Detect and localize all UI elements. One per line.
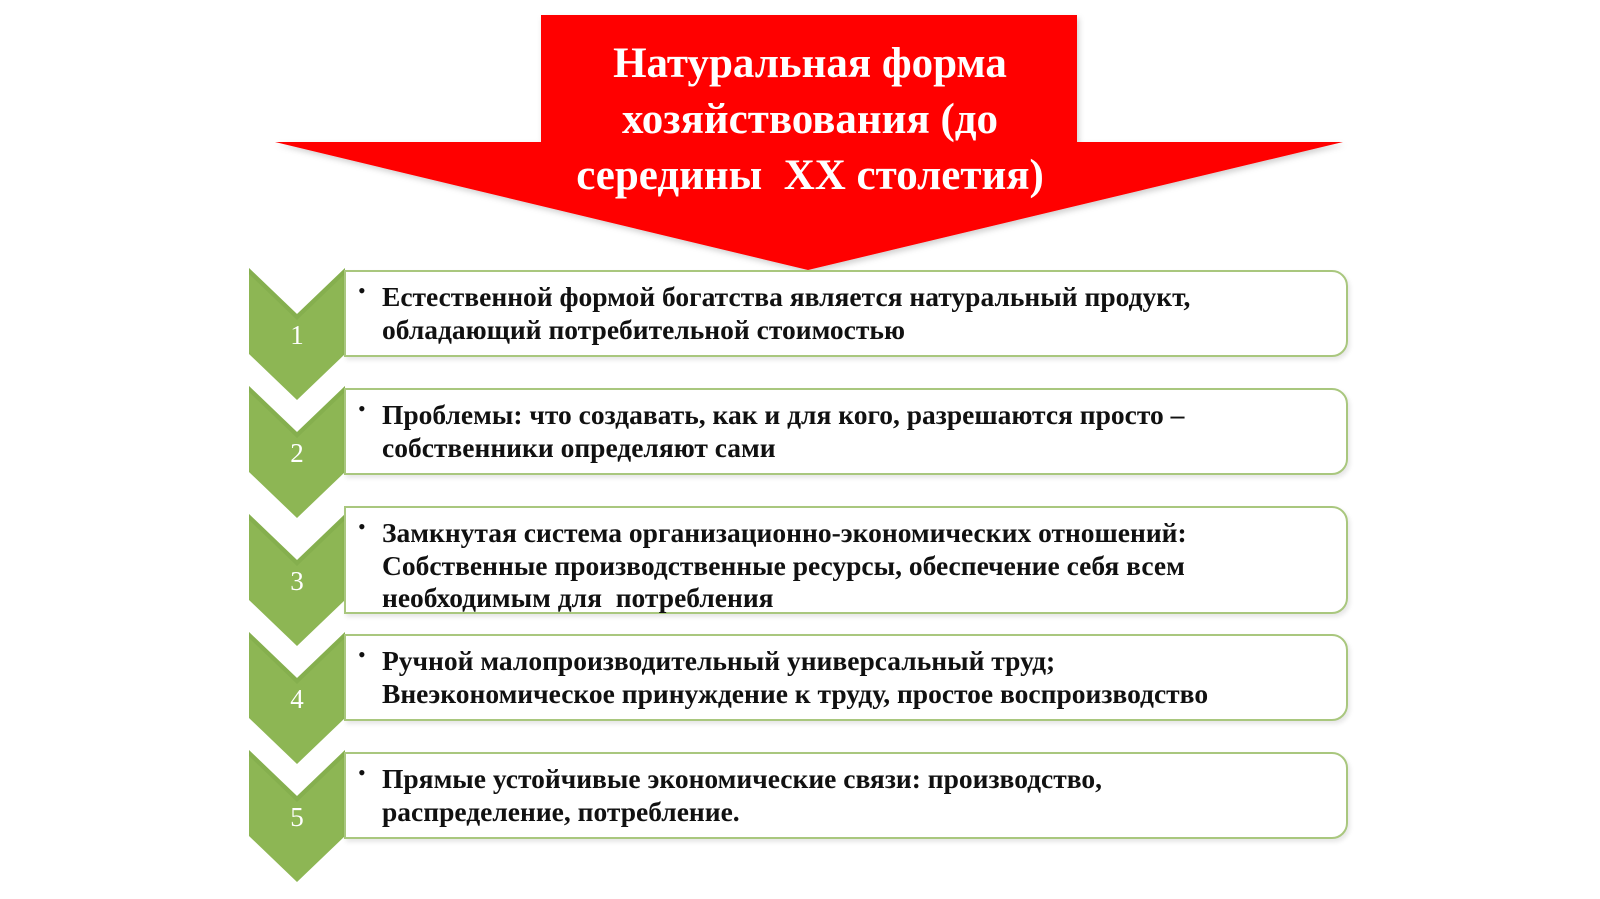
step-number: 2 [290, 438, 304, 468]
step-text-line: собственники определяют сами [382, 431, 776, 463]
step-text-line: Естественной формой богатства является натуральный продукт, [382, 281, 1191, 312]
step-text-line: Собственные производственные ресурсы, обеспечение себя всем [382, 549, 1185, 581]
step-text-line: необходимым для потребления [382, 582, 774, 613]
bullet-icon: • [358, 278, 366, 303]
step-text [382, 281, 1342, 346]
step-text-line: Замкнутая система организационно-экономических отношений: [382, 517, 1187, 548]
step-text-line: Прямые устойчивые экономические связи: производство, [382, 763, 1103, 794]
bullet-icon: • [358, 396, 366, 421]
step-text [382, 399, 1342, 464]
step-text [382, 517, 1342, 615]
step-text-line: Ручной малопроизводительный универсальный труд; [382, 645, 1056, 676]
step-box [344, 388, 1348, 475]
step-text-line: обладающий потребительной стоимостью [382, 313, 905, 345]
bullet-icon: • [358, 760, 366, 785]
step-number: 1 [290, 320, 304, 350]
page-title-line: хозяйствования (до [621, 96, 999, 143]
step-text-line: Проблемы: что создавать, как и для кого, разрешаются просто – [382, 399, 1185, 430]
step-text-line: Внеэкономическое принуждение к труду, простое воспроизводство [382, 677, 1209, 709]
step-box [344, 752, 1348, 839]
step-box [344, 506, 1348, 614]
page-title-line: середины XX столетия) [576, 152, 1044, 199]
step-number: 5 [290, 802, 304, 832]
step-text [382, 645, 1342, 710]
step-box [344, 634, 1348, 721]
step-number: 3 [290, 566, 304, 596]
step-number: 4 [290, 684, 304, 714]
page-title [540, 36, 1080, 204]
step-text-line: распределение, потребление. [382, 795, 740, 827]
bullet-icon: • [358, 514, 366, 539]
bullet-icon: • [358, 642, 366, 667]
step-text [382, 763, 1342, 828]
step-box [344, 270, 1348, 357]
page-title-line: Натуральная форма [613, 40, 1007, 87]
